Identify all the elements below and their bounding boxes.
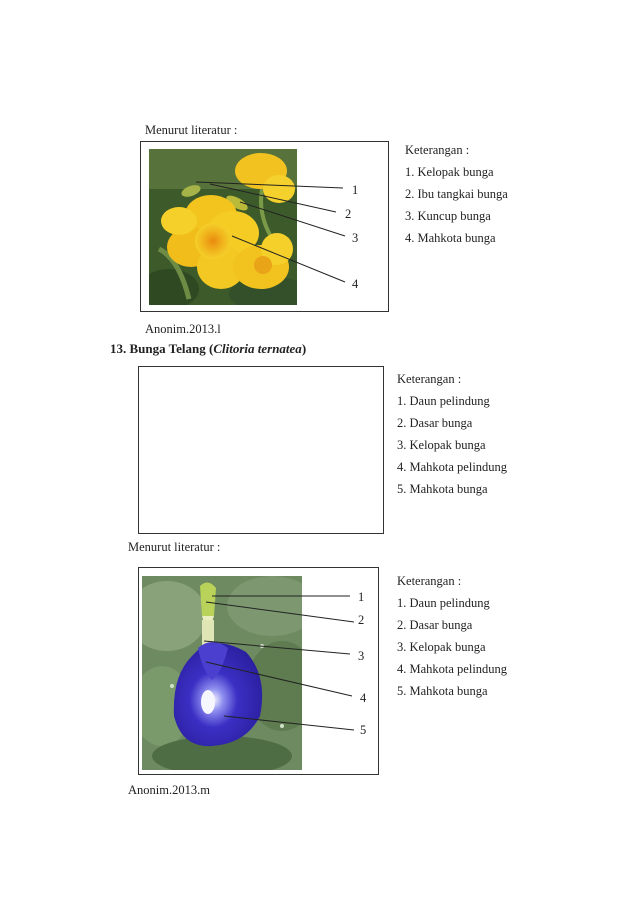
legend-item-2-2: 2. Dasar bunga — [397, 416, 473, 430]
legend-item-1-4: 4. Mahkota bunga — [405, 231, 496, 245]
legend-item-3-2: 2. Dasar bunga — [397, 618, 473, 632]
literature-label-1: Menurut literatur : — [145, 123, 238, 137]
callout-5-5: 5 — [360, 723, 367, 737]
legend-title-1: Keterangan : — [405, 143, 470, 157]
heading-prefix: 13. Bunga Telang ( — [110, 341, 214, 356]
legend-item-2-3: 3. Kelopak bunga — [397, 438, 486, 452]
callout-5-1: 1 — [358, 590, 365, 604]
legend-item-2-5: 5. Mahkota bunga — [397, 482, 488, 496]
literature-label-2: Menurut literatur : — [128, 540, 221, 554]
callout-5-4: 4 — [360, 691, 367, 705]
legend-item-1-1: 1. Kelopak bunga — [405, 165, 494, 179]
legend-item-1-2: 2. Ibu tangkai bunga — [405, 187, 508, 201]
caption-2: Anonim.2013.m — [128, 783, 210, 797]
callout-1: 1 — [352, 183, 359, 197]
legend-item-3-4: 4. Mahkota pelindung — [397, 662, 508, 676]
callout-5-2: 2 — [358, 613, 365, 627]
heading-latin-name: Clitoria ternatea — [213, 341, 302, 356]
legend-title-2: Keterangan : — [397, 372, 462, 386]
legend-item-3-5: 5. Mahkota bunga — [397, 684, 488, 698]
legend-item-2-4: 4. Mahkota pelindung — [397, 460, 508, 474]
callout-3: 3 — [352, 231, 359, 245]
legend-item-2-1: 1. Daun pelindung — [397, 394, 490, 408]
callout-4: 4 — [352, 277, 359, 291]
legend-item-3-1: 1. Daun pelindung — [397, 596, 490, 610]
legend-item-1-3: 3. Kuncup bunga — [405, 209, 491, 223]
heading-suffix: ) — [301, 341, 307, 356]
callout-2: 2 — [345, 207, 352, 221]
legend-title-3: Keterangan : — [397, 574, 462, 588]
legend-item-3-3: 3. Kelopak bunga — [397, 640, 486, 654]
caption-1: Anonim.2013.l — [145, 322, 221, 336]
callout-5-3: 3 — [358, 649, 365, 663]
